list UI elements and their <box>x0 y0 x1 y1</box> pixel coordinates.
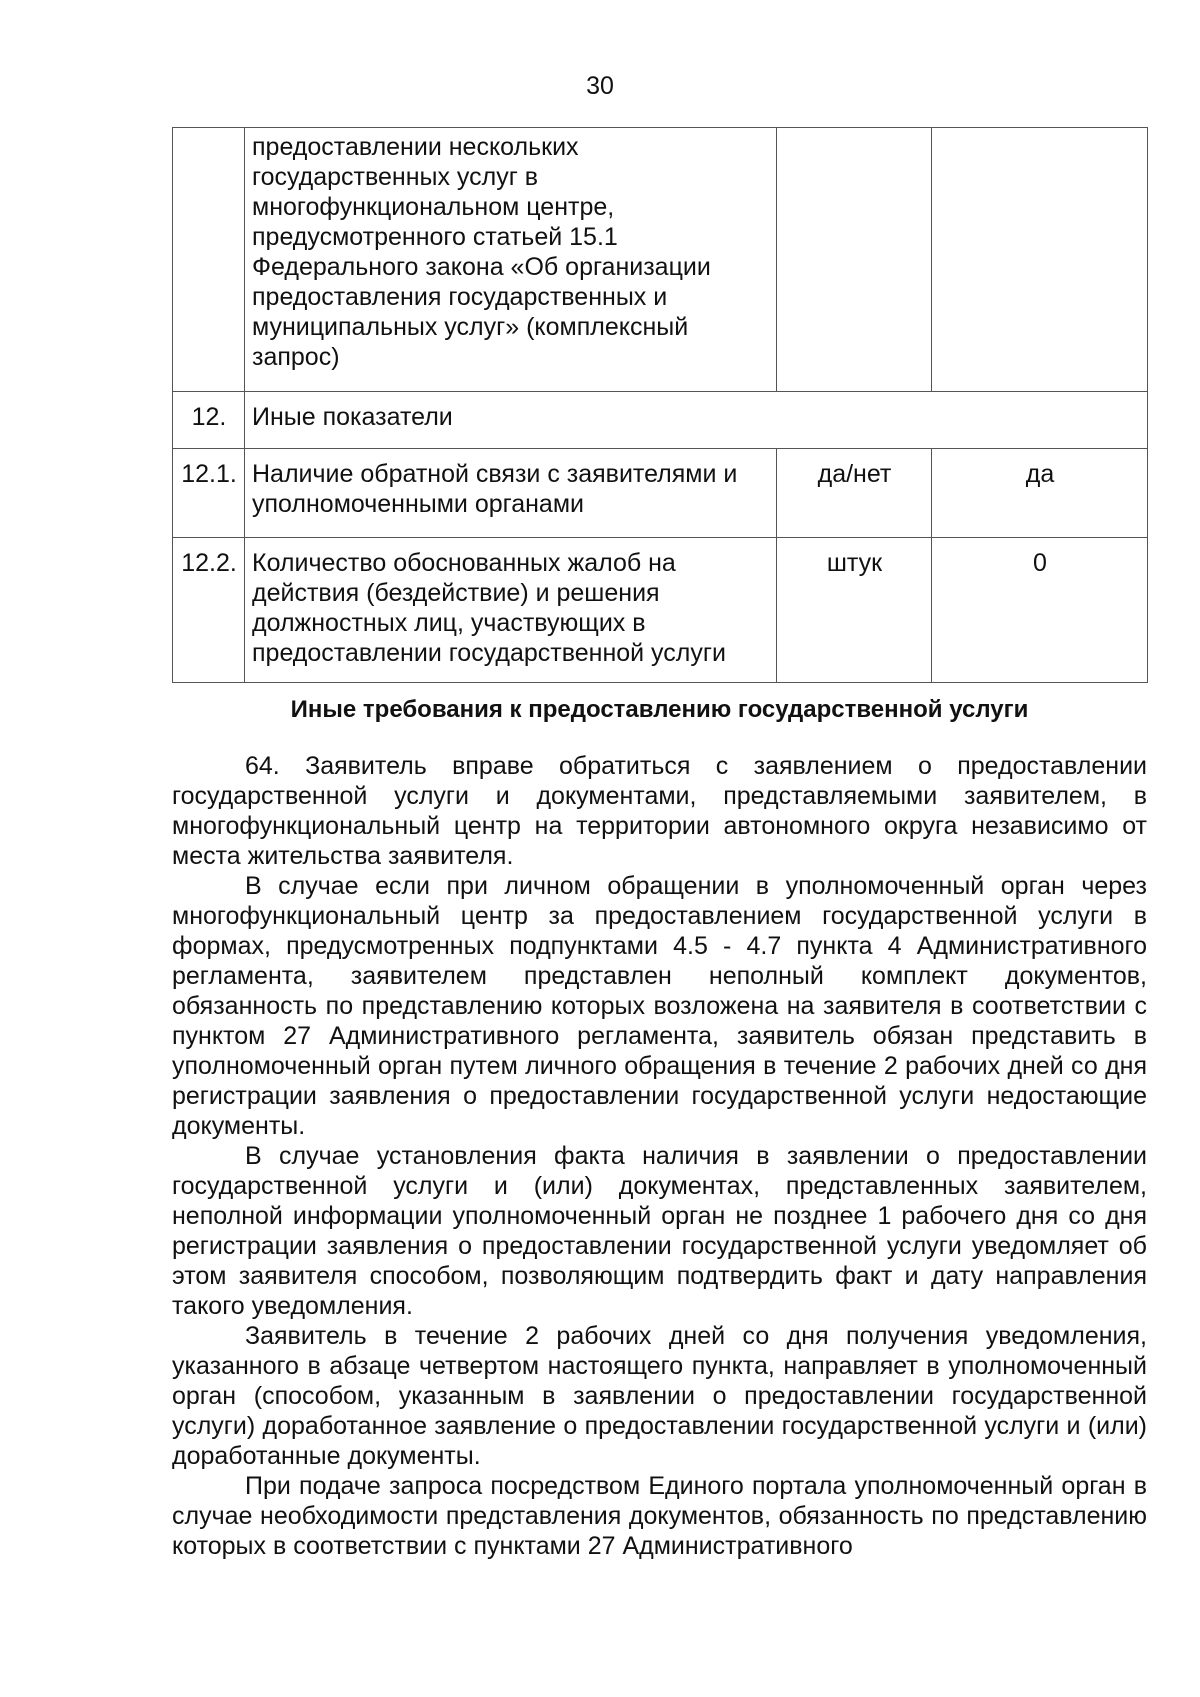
table-section-row <box>173 392 1148 449</box>
body-text <box>172 751 1147 1561</box>
page-number: 30 <box>586 72 614 100</box>
paragraph: 64. Заявитель вправе обратиться с заявлением о предоставлении государственной услуги и документами, представляемыми заявителем, в многофункциональный центр на территории автономного округа независимо от места жительства заявителя. <box>172 752 1147 870</box>
indicator-name-cell: Наличие обратной связи с заявителями и уполномоченными органами <box>245 449 777 538</box>
section-name-cell: Иные показатели <box>245 392 1148 449</box>
table-row <box>173 538 1148 683</box>
paragraph: В случае если при личном обращении в уполномоченный орган через многофункциональный центр за предоставлением государственной услуги в формах, предусмотренных подпунктами 4.5 - 4.7 пункта 4 Административного регламента, заявителем представлен неполный комплект документов, обязанность по представлению которых возложена на заявителя в соответствии с пунктом 27 Административного регламента, заявитель обязан представить в уполномоченный орган путем личного обращения в течение 2 рабочих дней со дня регистрации заявления о предоставлении государственной услуги недостающие документы. <box>172 872 1147 1140</box>
paragraph: В случае установления факта наличия в заявлении о предоставлении государственной услуги и (или) документах, представленных заявителем, неполной информации уполномоченный орган не позднее 1 рабочего дня со дня регистрации заявления о предоставлении государственной услуги уведомляет об этом заявителя способом, позволяющим подтвердить факт и дату направления такого уведомления. <box>172 1142 1147 1320</box>
row-number-cell: 12. <box>173 392 245 449</box>
unit-cell: да/нет <box>777 449 932 538</box>
paragraph: При подаче запроса посредством Единого портала уполномоченный орган в случае необходимости представления документов, обязанность по представлению которых в соответствии с пунктами 27 Административного <box>172 1472 1147 1560</box>
indicators-table <box>172 127 1148 683</box>
row-number-cell: 12.2. <box>173 538 245 683</box>
value-cell: да <box>932 449 1148 538</box>
table-row <box>173 128 1148 392</box>
indicator-name-cell: Количество обоснованных жалоб на действия (бездействие) и решения должностных лиц, участвующих в предоставлении государственной услуги <box>245 538 777 683</box>
row-number-cell <box>173 128 245 392</box>
paragraph: Заявитель в течение 2 рабочих дней со дня получения уведомления, указанного в абзаце четвертом настоящего пункта, направляет в уполномоченный орган (способом, указанным в заявлении о предоставлении государственной услуги) доработанное заявление о предоставлении государственной услуги и (или) доработанные документы. <box>172 1322 1147 1470</box>
indicator-name-cell: предоставлении нескольких государственных услуг в многофункциональном центре, предусмотренного статьей 15.1 Федерального закона «Об организации предоставления государственных и муниципальных услуг» (комплексный запрос) <box>245 128 777 392</box>
unit-cell <box>777 128 932 392</box>
table-row <box>173 449 1148 538</box>
section-title: Иные требования к предоставлению государственной услуги <box>290 696 1029 723</box>
row-number-cell: 12.1. <box>173 449 245 538</box>
value-cell: 0 <box>932 538 1148 683</box>
value-cell <box>932 128 1148 392</box>
unit-cell: штук <box>777 538 932 683</box>
